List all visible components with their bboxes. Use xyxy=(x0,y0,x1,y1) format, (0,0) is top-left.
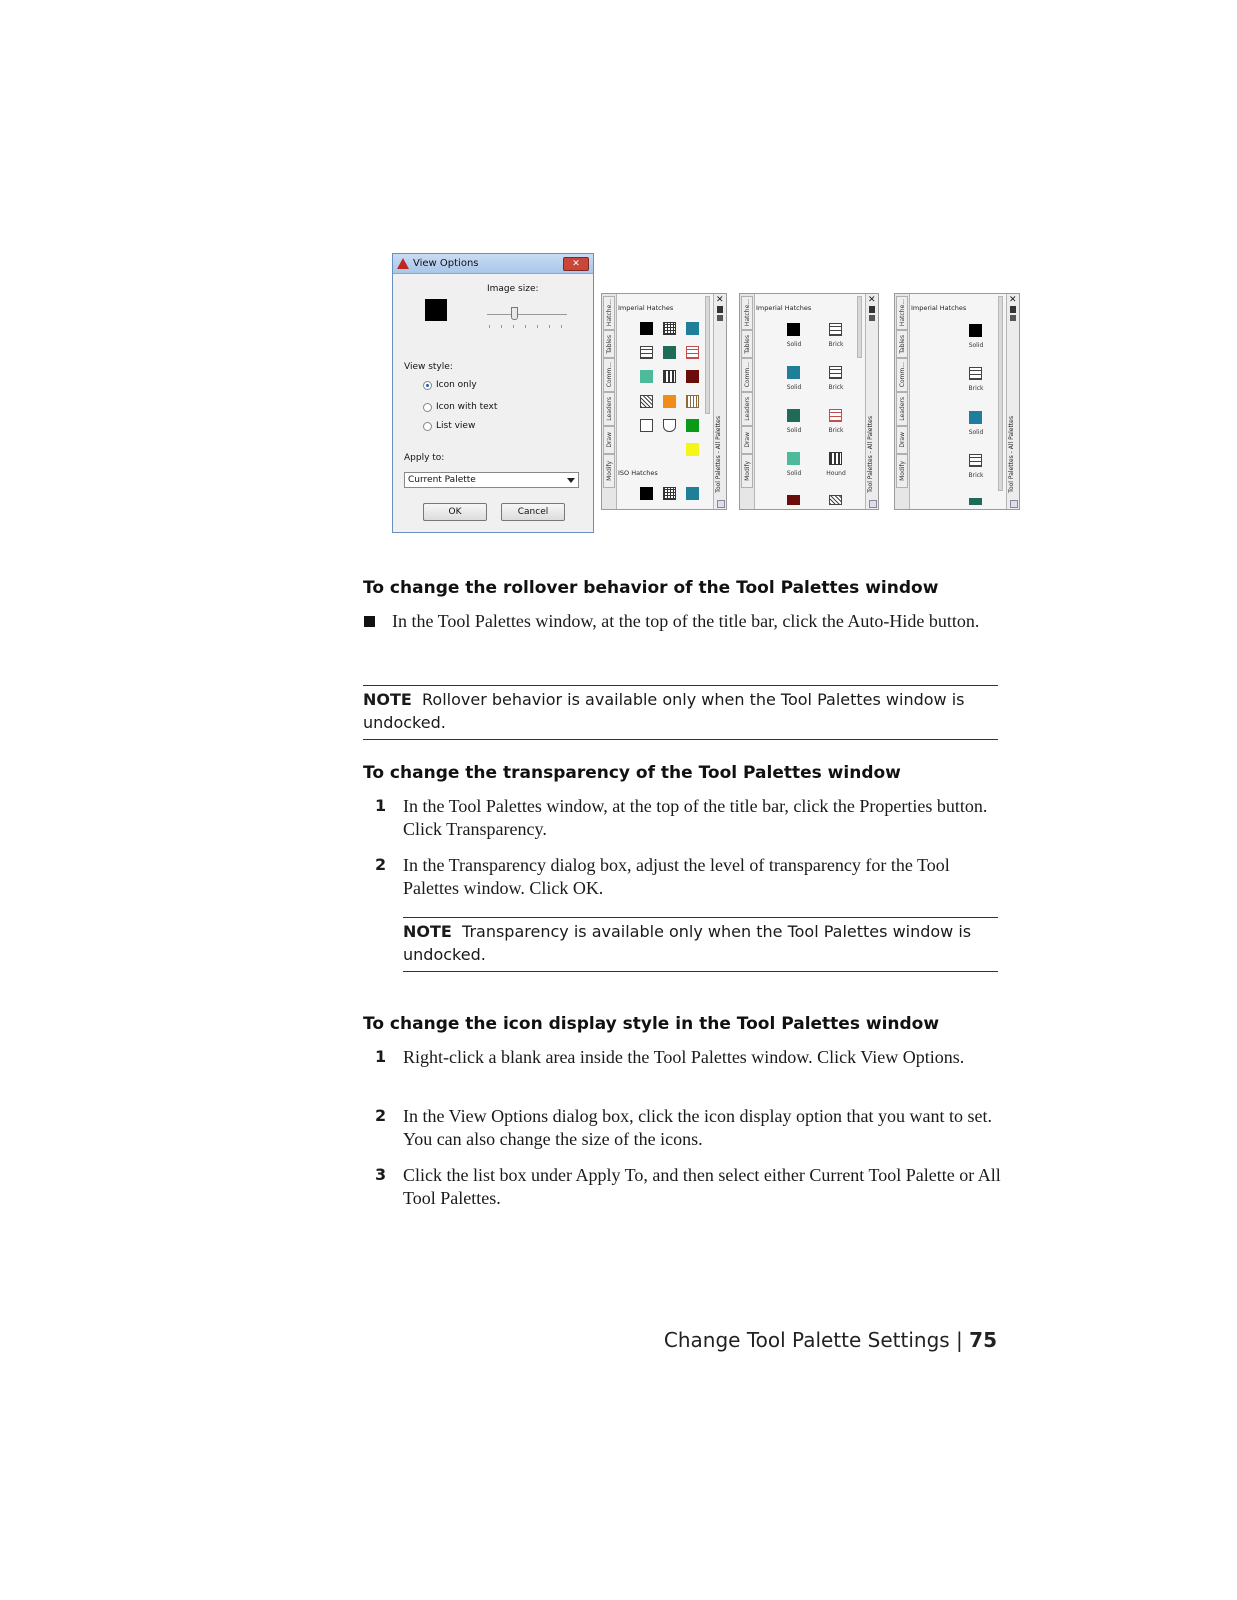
close-icon[interactable]: ✕ xyxy=(868,295,876,305)
hatch-tool-item[interactable] xyxy=(663,419,676,432)
icon-style-step-2: In the View Options dialog box, click the icon display option that you want to set. You can also change the size of the icons. xyxy=(403,1106,992,1149)
hatch-tool-item[interactable] xyxy=(663,322,676,335)
hatch-tool-item[interactable] xyxy=(686,443,699,456)
hatch-tool-item[interactable] xyxy=(663,395,676,408)
tab-leaders[interactable]: Leaders xyxy=(896,392,908,426)
hatch-tool-item[interactable] xyxy=(640,322,653,335)
palette-title-bar xyxy=(1006,294,1019,509)
hatch-tool-item[interactable] xyxy=(686,346,699,359)
tool-label: Brick xyxy=(828,384,844,391)
tool-label: Brick xyxy=(828,341,844,348)
autocad-app-icon xyxy=(397,258,409,269)
tab-tables[interactable]: Tables xyxy=(603,330,615,358)
auto-hide-icon[interactable] xyxy=(1010,306,1016,313)
note-divider xyxy=(363,739,998,740)
apply-to-label: Apply to: xyxy=(404,453,445,463)
auto-hide-icon[interactable] xyxy=(869,306,875,313)
palette-scrollbar[interactable] xyxy=(998,296,1003,491)
hatch-tool-item[interactable] xyxy=(829,452,842,465)
tool-label: Brick xyxy=(828,427,844,434)
image-size-slider-thumb[interactable] xyxy=(511,307,518,320)
hatch-tool-item[interactable] xyxy=(969,454,982,467)
note-divider xyxy=(363,685,998,686)
hatch-tool-item[interactable] xyxy=(663,346,676,359)
image-size-label: Image size: xyxy=(487,284,539,294)
radio-list-view[interactable] xyxy=(423,422,432,431)
view-options-dialog xyxy=(392,253,594,533)
step-number: 1 xyxy=(375,1047,387,1066)
hatch-tool-item[interactable] xyxy=(829,366,842,379)
slider-ticks xyxy=(489,325,567,328)
resize-grip-icon[interactable] xyxy=(1010,500,1018,508)
radio-icon-with-text[interactable] xyxy=(423,403,432,412)
step-number: 2 xyxy=(375,1106,387,1125)
footer-separator: | xyxy=(956,1328,963,1352)
group-imperial-hatches: Imperial Hatches xyxy=(911,304,967,312)
page-number: 75 xyxy=(969,1328,997,1352)
heading-icon-style: To change the icon display style in the Tool Palettes window xyxy=(363,1014,940,1034)
dialog-title: View Options xyxy=(413,258,479,269)
note-text: Transparency is available only when the Tool Palettes window is undocked. xyxy=(403,922,972,964)
properties-icon[interactable] xyxy=(717,315,723,321)
palette-tabs xyxy=(740,294,755,509)
hatch-tool-item[interactable] xyxy=(787,495,800,505)
hatch-tool-item[interactable] xyxy=(969,498,982,505)
step-number: 2 xyxy=(375,855,387,874)
palette-window-title: Tool Palettes - All Palettes xyxy=(867,416,874,493)
palette-title-bar xyxy=(713,294,726,509)
hatch-tool-item[interactable] xyxy=(686,322,699,335)
dialog-title-bar xyxy=(393,254,593,274)
radio-icon-only[interactable] xyxy=(423,381,432,390)
hatch-tool-item[interactable] xyxy=(787,366,800,379)
hatch-tool-item[interactable] xyxy=(640,370,653,383)
hatch-tool-item[interactable] xyxy=(663,370,676,383)
tool-label: Hound xyxy=(826,470,846,477)
hatch-tool-item[interactable] xyxy=(969,411,982,424)
group-imperial-hatches: Imperial Hatches xyxy=(618,304,674,312)
close-icon[interactable]: ✕ xyxy=(563,257,589,271)
transparency-step-2: In the Transparency dialog box, adjust the level of transparency for the Tool Palettes window. Click OK. xyxy=(403,855,950,898)
option-icon-with-text-label: Icon with text xyxy=(436,402,498,412)
heading-rollover: To change the rollover behavior of the Tool Palettes window xyxy=(363,578,939,598)
hatch-tool-item[interactable] xyxy=(829,323,842,336)
apply-to-value: Current Palette xyxy=(408,475,476,485)
heading-transparency: To change the transparency of the Tool Palettes window xyxy=(363,763,901,783)
note-label: NOTE xyxy=(363,690,412,709)
option-icon-only-label: Icon only xyxy=(436,380,477,390)
tab-draw[interactable]: Draw xyxy=(896,426,908,454)
tab-draw[interactable]: Draw xyxy=(741,426,753,454)
tab-modify[interactable]: Modify xyxy=(603,454,615,488)
step-number: 3 xyxy=(375,1165,387,1184)
transparency-note xyxy=(403,920,1003,966)
hatch-tool-item[interactable] xyxy=(640,487,653,500)
tool-palette-list xyxy=(894,293,1020,510)
note-divider xyxy=(403,917,998,918)
icon-style-step-3: Click the list box under Apply To, and then select either Current Tool Palette or All Tool Palettes. xyxy=(403,1165,1001,1208)
hatch-tool-item[interactable] xyxy=(969,367,982,380)
hatch-tool-item[interactable] xyxy=(787,452,800,465)
resize-grip-icon[interactable] xyxy=(869,500,877,508)
image-size-slider-track[interactable] xyxy=(487,314,567,315)
tool-palette-icon-with-text xyxy=(739,293,879,510)
palette-window-title: Tool Palettes - All Palettes xyxy=(1008,416,1015,493)
tab-hatches[interactable]: Hatche... xyxy=(896,296,908,330)
tab-command[interactable]: Comm... xyxy=(741,358,753,392)
icon-style-step-1: Right-click a blank area inside the Tool Palettes window. Click View Options. xyxy=(403,1047,965,1067)
palette-title-bar xyxy=(865,294,878,509)
view-style-label: View style: xyxy=(404,362,453,372)
note-divider xyxy=(403,971,998,972)
tool-label: Solid xyxy=(786,427,802,434)
hatch-tool-item[interactable] xyxy=(640,419,653,432)
palette-tabs xyxy=(602,294,617,509)
tab-tables[interactable]: Tables xyxy=(741,330,753,358)
hatch-tool-item[interactable] xyxy=(787,409,800,422)
bullet-square-icon xyxy=(364,616,375,627)
tool-label: Solid xyxy=(786,341,802,348)
hatch-tool-item[interactable] xyxy=(686,370,699,383)
tab-modify[interactable]: Modify xyxy=(741,454,753,488)
palette-scrollbar[interactable] xyxy=(705,296,710,414)
footer-title: Change Tool Palette Settings xyxy=(663,1328,950,1352)
icon-preview xyxy=(425,299,447,321)
tab-hatches[interactable]: Hatche... xyxy=(741,296,753,330)
apply-to-select[interactable] xyxy=(404,472,579,488)
hatch-tool-item[interactable] xyxy=(663,487,676,500)
auto-hide-icon[interactable] xyxy=(717,306,723,313)
tab-command[interactable]: Comm... xyxy=(603,358,615,392)
hatch-tool-item[interactable] xyxy=(969,324,982,337)
tool-label: Solid xyxy=(968,342,984,349)
palette-window-title: Tool Palettes - All Palettes xyxy=(715,416,722,493)
tool-label: Brick xyxy=(968,385,984,392)
hatch-tool-item[interactable] xyxy=(829,409,842,422)
properties-icon[interactable] xyxy=(1010,315,1016,321)
tool-label: Solid xyxy=(786,470,802,477)
group-iso-hatches: ISO Hatches xyxy=(618,469,658,477)
tab-draw[interactable]: Draw xyxy=(603,426,615,454)
hatch-tool-item[interactable] xyxy=(686,487,699,500)
tool-palette-icon-only xyxy=(601,293,727,510)
palette-tabs xyxy=(895,294,910,509)
hatch-tool-item[interactable] xyxy=(829,495,842,505)
hatch-tool-item[interactable] xyxy=(787,323,800,336)
close-icon[interactable]: ✕ xyxy=(716,295,724,305)
hatch-tool-item[interactable] xyxy=(686,395,699,408)
tab-leaders[interactable]: Leaders xyxy=(741,392,753,426)
tab-leaders[interactable]: Leaders xyxy=(603,392,615,426)
option-list-view-label: List view xyxy=(436,421,476,431)
chevron-down-icon xyxy=(567,478,575,483)
resize-grip-icon[interactable] xyxy=(717,500,725,508)
page-footer xyxy=(664,1328,997,1352)
rollover-instruction: In the Tool Palettes window, at the top of the title bar, click the Auto-Hide button. xyxy=(392,611,980,631)
tab-hatches[interactable]: Hatche... xyxy=(603,296,615,330)
tool-label: Solid xyxy=(968,429,984,436)
ok-button[interactable]: OK xyxy=(423,503,487,521)
palette-scrollbar[interactable] xyxy=(857,296,862,358)
tool-label: Solid xyxy=(786,384,802,391)
hatch-tool-item[interactable] xyxy=(640,395,653,408)
hatch-tool-item[interactable] xyxy=(640,346,653,359)
transparency-step-1: In the Tool Palettes window, at the top of the title bar, click the Properties button. Click Transparency. xyxy=(403,796,988,839)
cancel-button[interactable]: Cancel xyxy=(501,503,565,521)
rollover-note xyxy=(363,688,1003,734)
group-imperial-hatches: Imperial Hatches xyxy=(756,304,812,312)
note-text: Rollover behavior is available only when the Tool Palettes window is undocked. xyxy=(363,690,965,732)
step-number: 1 xyxy=(375,796,387,815)
tab-modify[interactable]: Modify xyxy=(896,454,908,488)
tool-label: Brick xyxy=(968,472,984,479)
note-label: NOTE xyxy=(403,922,452,941)
hatch-tool-item[interactable] xyxy=(686,419,699,432)
tab-tables[interactable]: Tables xyxy=(896,330,908,358)
properties-icon[interactable] xyxy=(869,315,875,321)
close-icon[interactable]: ✕ xyxy=(1009,295,1017,305)
tab-command[interactable]: Comm... xyxy=(896,358,908,392)
